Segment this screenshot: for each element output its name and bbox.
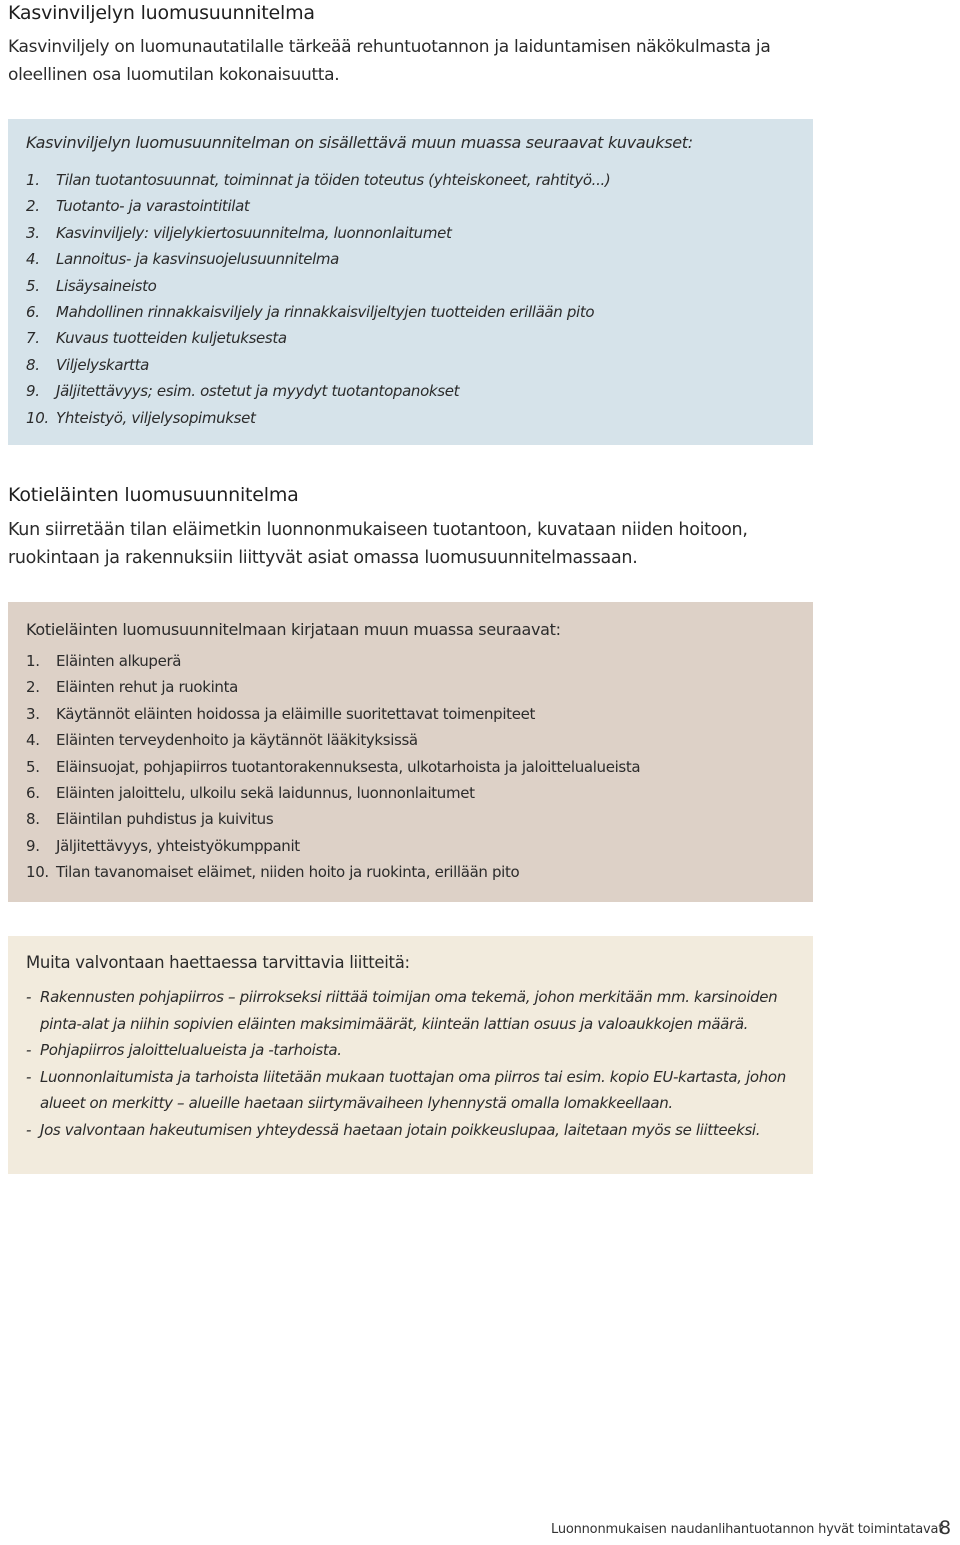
- list-item-text: Eläinsuojat, pohjapiirros tuotantorakennuksesta, ulkotarhoista ja jaloittelualueista: [56, 757, 641, 776]
- page-number: 8: [939, 1517, 952, 1539]
- list-item-number: 9.: [26, 382, 40, 401]
- list-item-text: Eläintilan puhdistus ja kuivitus: [56, 810, 274, 829]
- livestock-plan-box-heading: Kotieläinten luomusuunnitelmaan kirjataan muun muassa seuraavat:: [26, 620, 561, 639]
- list-item: [26, 727, 640, 753]
- list-item-number: 6.: [26, 784, 40, 803]
- list-item-text: Rakennusten pohjapiirros – piirrokseksi riittää toimijan oma tekemä, johon merkitään mm. karsinoiden pinta-alat ja niihin sopivien eläinten maksimimäärät, kiinteän lattian osuus ja valoaukkojen määrä.: [40, 988, 778, 1033]
- footer-title: Luonnonmukaisen naudanlihantuotannon hyvät toimintatavat: [551, 1522, 944, 1537]
- list-item-text: Lannoitus- ja kasvinsuojelusuunnitelma: [56, 250, 340, 269]
- list-item-number: 1.: [26, 652, 40, 670]
- list-item-text: Eläinten rehut ja ruokinta: [56, 678, 238, 697]
- list-item-dash: -: [26, 1067, 32, 1086]
- list-item-dash: -: [26, 1041, 32, 1060]
- list-item-text: Eläinten alkuperä: [56, 652, 182, 670]
- list-item: [26, 648, 640, 674]
- list-item-text: Viljelyskartta: [56, 355, 149, 374]
- crop-plan-list: [26, 167, 610, 431]
- list-item: [26, 984, 806, 1037]
- list-item-text: Eläinten terveydenhoito ja käytännöt lääkityksissä: [56, 731, 418, 750]
- list-item: [26, 1037, 806, 1064]
- list-item: [26, 352, 610, 378]
- list-item-text: Tuotanto- ja varastointitilat: [56, 197, 250, 216]
- list-item: [26, 299, 610, 325]
- attachments-box: [8, 936, 813, 1174]
- list-item-number: 10.: [26, 863, 49, 882]
- list-item: [26, 246, 610, 272]
- list-item-number: 5.: [26, 276, 40, 295]
- list-item: [26, 167, 610, 193]
- list-item-text: Pohjapiirros jaloittelualueista ja -tarhoista.: [40, 1041, 342, 1060]
- list-item-text: Lisäysaineisto: [56, 276, 157, 295]
- list-item: [26, 754, 640, 780]
- list-item-text: Jäljitettävyys; esim. ostetut ja myydyt tuotantopanokset: [56, 382, 460, 401]
- list-item: [26, 193, 610, 219]
- list-item: [26, 405, 610, 431]
- list-item-number: 8.: [26, 355, 40, 374]
- list-item: [26, 806, 640, 832]
- list-item-text: Yhteistyö, viljelysopimukset: [56, 408, 256, 427]
- list-item-text: Mahdollinen rinnakkaisviljely ja rinnakkaisviljeltyjen tuotteiden erillään pito: [56, 303, 595, 322]
- list-item-number: 3.: [26, 223, 40, 242]
- list-item: [26, 378, 610, 404]
- list-item: [26, 220, 610, 246]
- list-item-text: Tilan tavanomaiset eläimet, niiden hoito ja ruokinta, erillään pito: [56, 863, 520, 882]
- list-item-text: Tilan tuotantosuunnat, toiminnat ja töiden toteutus (yhteiskoneet, rahtityö...): [56, 171, 611, 189]
- list-item-number: 2.: [26, 678, 40, 697]
- list-item: [26, 833, 640, 859]
- list-item: [26, 780, 640, 806]
- list-item-text: Luonnonlaitumista ja tarhoista liitetään mukaan tuottajan oma piirros tai esim. kopio EU-kartasta, johon alueet on merkitty – alueille haetaan siirtymävaiheen lyhennystä omalla lomakkeellaan.: [40, 1067, 786, 1113]
- list-item: [26, 859, 640, 885]
- list-item-number: 10.: [26, 408, 49, 427]
- list-item: [26, 674, 640, 700]
- list-item: [26, 273, 610, 299]
- list-item-number: 8.: [26, 810, 40, 829]
- list-item-text: Käytännöt eläinten hoidossa ja eläimille suoritettavat toimenpiteet: [56, 704, 535, 723]
- section-title-livestock-plan: Kotieläinten luomusuunnitelma: [8, 484, 299, 506]
- list-item: [26, 701, 640, 727]
- list-item-number: 1.: [26, 171, 40, 189]
- livestock-plan-intro: Kun siirretään tilan eläimetkin luonnonmukaiseen tuotantoon, kuvataan niiden hoitoon, ruokintaan ja rakennuksiin liittyvät asiat omassa luomusuunnitelmassaan.: [8, 520, 748, 568]
- crop-plan-box-heading: Kasvinviljelyn luomusuunnitelman on sisällettävä muun muassa seuraavat kuvaukset:: [26, 133, 693, 152]
- list-item: [26, 1064, 806, 1117]
- list-item-number: 4.: [26, 731, 40, 750]
- list-item-number: 7.: [26, 329, 40, 348]
- list-item-number: 6.: [26, 303, 40, 322]
- list-item-number: 5.: [26, 757, 40, 776]
- section-title-crop-plan: Kasvinviljelyn luomusuunnitelma: [8, 2, 315, 24]
- list-item-text: Jos valvontaan hakeutumisen yhteydessä haetaan jotain poikkeuslupaa, laitetaan myös se liitteeksi.: [40, 1120, 761, 1139]
- list-item-text: Jäljitettävyys, yhteistyökumppanit: [56, 836, 300, 855]
- list-item-number: 3.: [26, 704, 40, 723]
- list-item-text: Kuvaus tuotteiden kuljetuksesta: [56, 329, 287, 348]
- attachments-box-heading: Muita valvontaan haettaessa tarvittavia liitteitä:: [26, 953, 410, 972]
- list-item-number: 2.: [26, 197, 40, 216]
- list-item-text: Eläinten jaloittelu, ulkoilu sekä laidunnus, luonnonlaitumet: [56, 784, 475, 803]
- list-item-number: 9.: [26, 836, 40, 855]
- list-item: [26, 1117, 806, 1144]
- list-item-text: Kasvinviljely: viljelykiertosuunnitelma, luonnonlaitumet: [56, 223, 452, 242]
- attachments-list: [26, 984, 806, 1144]
- crop-plan-intro: Kasvinviljely on luomunautatilalle tärkeää rehuntuotannon ja laiduntamisen näkökulmasta ja oleellinen osa luomutilan kokonaisuutta.: [8, 37, 771, 85]
- livestock-plan-box: [8, 602, 813, 902]
- livestock-plan-list: [26, 648, 640, 886]
- list-item: [26, 325, 610, 351]
- list-item-dash: -: [26, 988, 32, 1006]
- list-item-dash: -: [26, 1120, 32, 1139]
- crop-plan-box: [8, 119, 813, 445]
- list-item-number: 4.: [26, 250, 40, 269]
